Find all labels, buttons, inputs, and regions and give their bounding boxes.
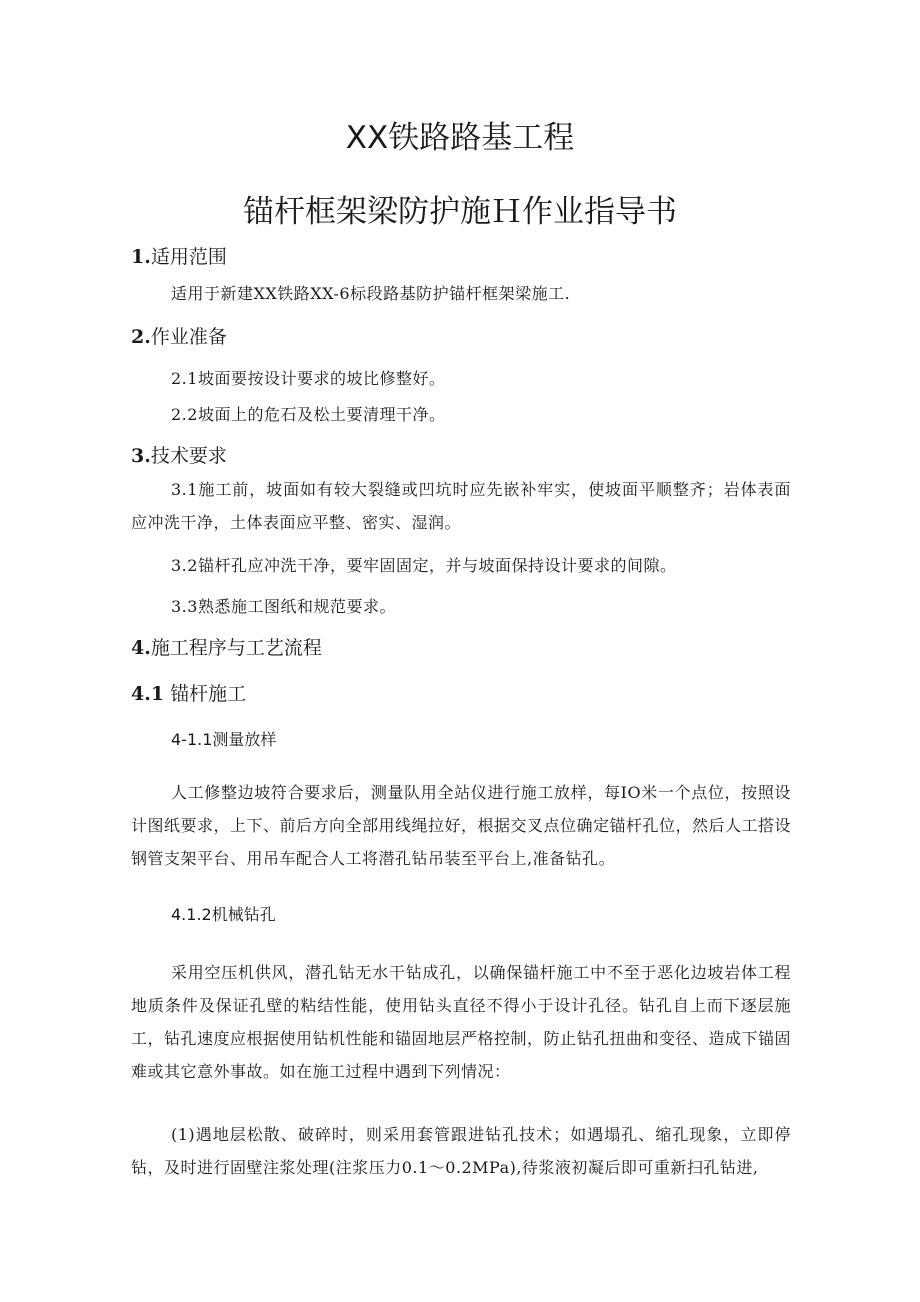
subsection-4-1-1-title: 4-1.1测量放样 <box>171 730 277 749</box>
section-4-number: 4. <box>131 637 151 659</box>
section-2-number: 2. <box>131 326 151 348</box>
section-4-1-title: 锚杆施工 <box>170 683 247 705</box>
section-1-text: 适用于新建XX铁路XX-6标段路基防护锚杆框架梁施工. <box>171 284 571 303</box>
section-3-2: 3.2锚杆孔应冲洗干净，要牢固固定，并与坡面保持设计要求的间隙。 <box>171 556 677 575</box>
section-2-heading <box>131 322 227 349</box>
section-3-heading <box>131 441 227 468</box>
subsection-4-1-1-text: 人工修整边坡符合要求后，测量队用全站仪进行施工放样，每IO米一个点位，按照设计图纸要求，上下、前后方向全部用线绳拉好，根据交叉点位确定锚杆孔位，然后人工搭设钢管支架平台、用吊车配合人工将潜孔钻吊装至平台上,准备钻孔。 <box>131 783 792 868</box>
subsection-4-1-2-title: 4.1.2机械钻孔 <box>171 905 276 924</box>
section-3-title: 技术要求 <box>150 445 227 467</box>
section-1-number: 1. <box>131 246 151 268</box>
section-1-title: 适用范围 <box>150 246 227 268</box>
section-2-2: 2.2坡面上的危石及松土要清理干净。 <box>171 405 446 424</box>
section-2-1: 2.1坡面要按设计要求的坡比修整好。 <box>171 369 446 388</box>
subsection-4-1-2-text: 采用空压机供风，潜孔钻无水干钻成孔，以确保锚杆施工中不至于恶化边坡岩体工程地质条件及保证孔壁的粘结性能，使用钻头直径不得小于设计孔径。钻孔自上而下逐层施工，钻孔速度应根据使用钻机性能和锚固地层严格控制，防止钻孔扭曲和变径、造成下锚固难或其它意外事故。如在施工过程中遇到下列情况： <box>131 963 792 1081</box>
section-4-heading <box>131 633 322 660</box>
section-3-number: 3. <box>131 445 151 467</box>
subsection-4-1-2-item-1: (1)遇地层松散、破碎时，则采用套管跟进钻孔技术；如遇塌孔、缩孔现象，立即停钻，及时进行固壁注浆处理(注浆压力0.1～0.2MPa),待浆液初凝后即可重新扫孔钻进, <box>131 1125 791 1177</box>
document-title-line2: 锚杆框架梁防护施Ｈ作业指导书 <box>243 194 677 230</box>
section-4-1-heading <box>131 679 246 706</box>
document-title-line1: XX铁路路基工程 <box>345 120 575 156</box>
section-3-1: 3.1施工前，坡面如有较大裂缝或凹坑时应先嵌补牢实，使坡面平顺整齐；岩体表面应冲洗干净，土体表面应平整、密实、湿润。 <box>131 480 791 532</box>
section-4-title: 施工程序与工艺流程 <box>150 637 322 659</box>
section-3-3: 3.3熟悉施工图纸和规范要求。 <box>171 597 396 616</box>
section-4-1-number: 4.1 <box>131 683 165 705</box>
section-2-title: 作业准备 <box>150 326 227 348</box>
section-1-heading <box>131 242 227 269</box>
